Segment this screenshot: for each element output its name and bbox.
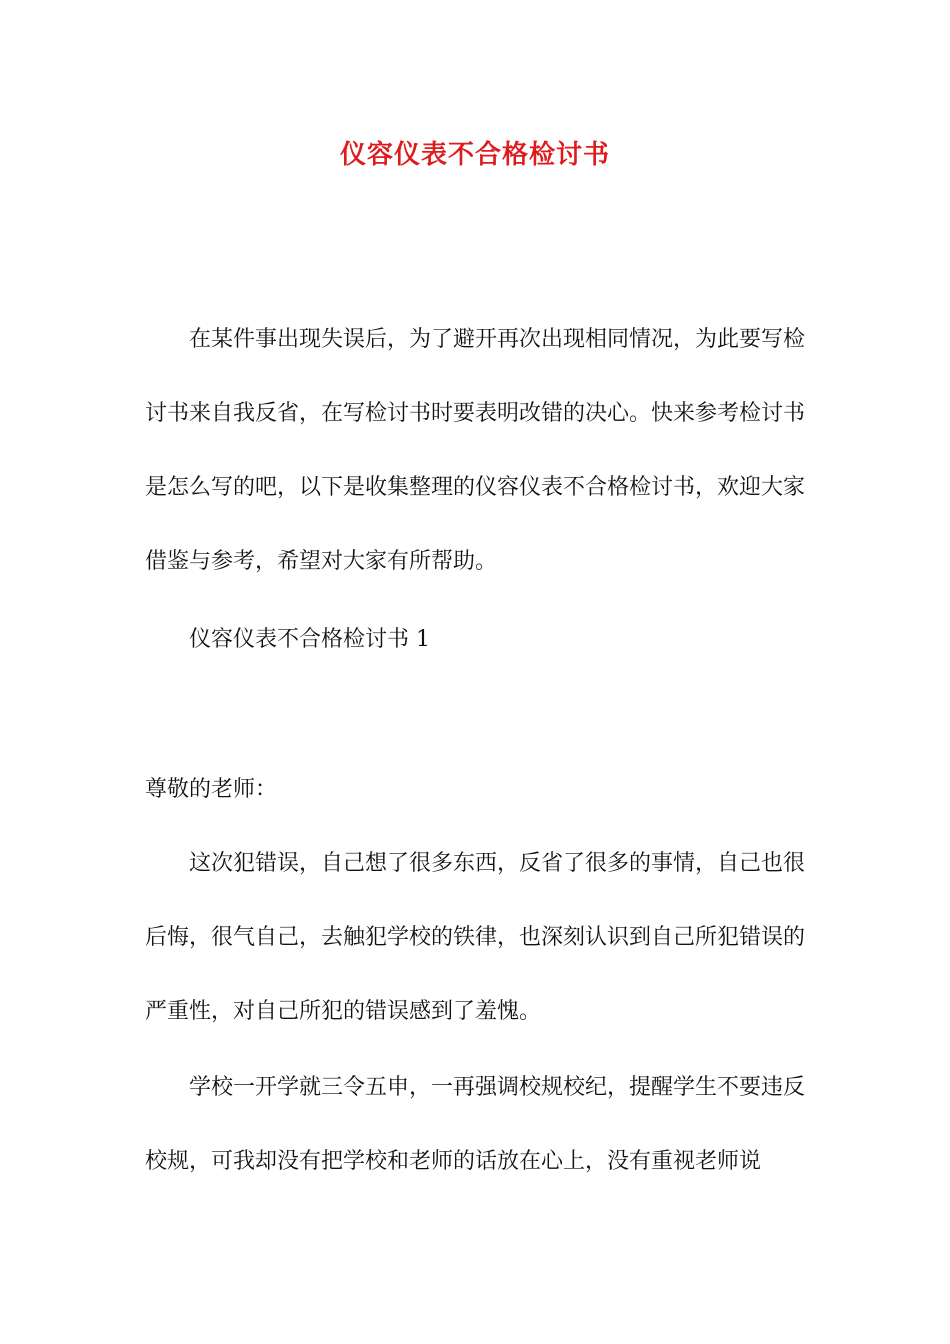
- body-paragraph-1: 这次犯错误，自己想了很多东西，反省了很多的事情，自己也很后悔，很气自己，去触犯学校的铁律，也深刻认识到自己所犯错误的严重性，对自己所犯的错误感到了羞愧。: [145, 851, 806, 1024]
- document-title: 仪容仪表不合格检讨书: [339, 140, 610, 170]
- section-heading: 仪容仪表不合格检讨书 1: [189, 627, 430, 652]
- body-paragraph-2: 学校一开学就三令五申，一再强调校规校纪，提醒学生不要违反校规，可我却没有把学校和老师的话放在心上，没有重视老师说: [145, 1075, 806, 1174]
- salutation: 尊敬的老师：: [145, 777, 278, 802]
- intro-paragraph: 在某件事出现失误后，为了避开再次出现相同情况，为此要写检讨书来自我反省，在写检讨书时要表明改错的决心。快来参考检讨书是怎么写的吧，以下是收集整理的仪容仪表不合格检讨书，欢迎大家借鉴与参考，希望对大家有所帮助。: [145, 327, 806, 574]
